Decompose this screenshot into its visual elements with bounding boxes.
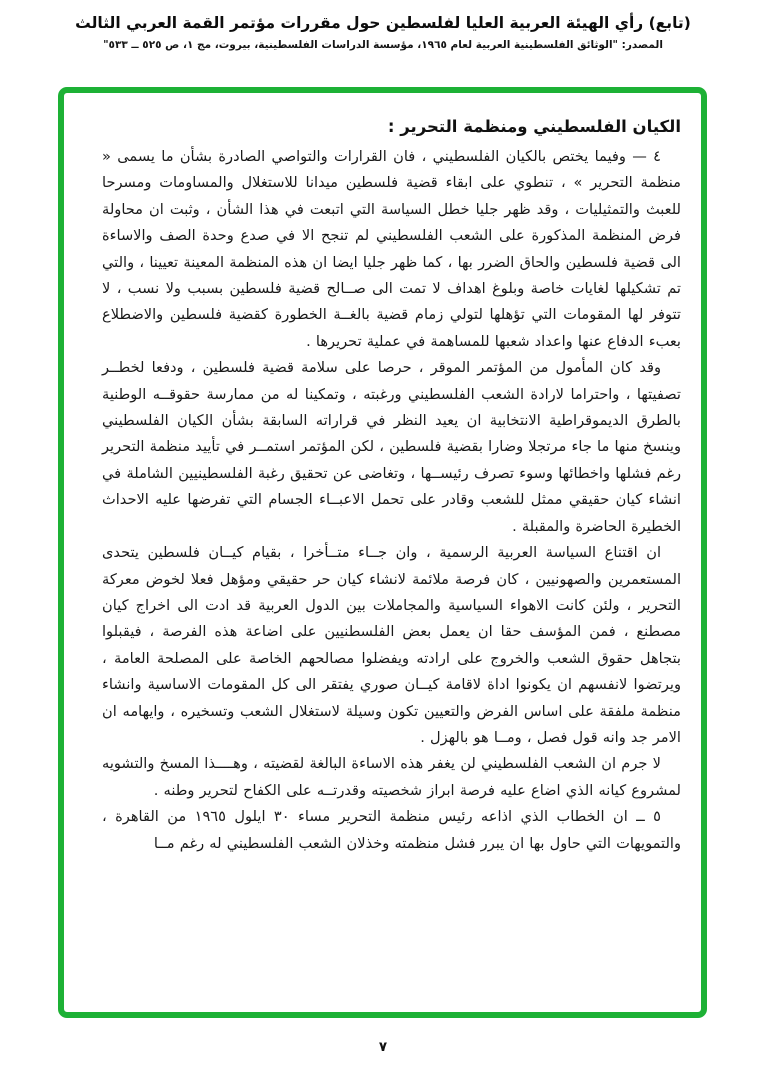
section-title: الكيان الفلسطيني ومنظمة التحرير : — [387, 117, 681, 136]
highlight-border-box — [58, 87, 707, 1018]
paragraph-people-will-not-forgive: لا جرم ان الشعب الفلسطيني لن يغفر هذه الاساءة البالغة لقضيته ، وهــــذا المسخ والتشويه لمشروع كيانه الذي اضاع عليه فرصة ابراز شخصيته وقدرتــه على الكفاح لتحرير وطنه . — [102, 755, 681, 799]
document-header — [0, 0, 766, 51]
paragraph-item-5: ٥ ــ ان الخطاب الذي اذاعه رئيس منظمة التحرير مساء ٣٠ ايلول ١٩٦٥ من القاهرة ، والتمويهات التي حاول بها ان يبرر فشل منظمته وخذلان الشعب الفلسطيني له رغم مــا — [102, 808, 681, 852]
header-source-line: المصدر: "الوثائق الفلسطينية العربية لعام ١٩٦٥، مؤسسة الدراسات الفلسطينية، بيروت، مج ١، ص ٥٢٥ ــ ٥٣٣" — [103, 39, 663, 51]
paragraph-item-4: ٤ — وفيما يختص بالكيان الفلسطيني ، فان القرارات والتواصي الصادرة بشأن ما يسمى « منظمة التحرير » ، تنطوي على ابقاء قضية فلسطين ميدانا للاستغلال والمساومات ومسرحا للعبث والتمثيليات ، وقد ظهر جليا خطل السياسة التي اتبعت في هذا الشأن ، وثبت ان محاولة فرض المنظمة المذكورة على الشعب الفلسطيني لم تنجح الا في صدع وحدة الصف والاساءة الى قضية فلسطين والحاق الضرر بها ، كما ظهر جليا ايضا ان هذه المنظمة المعينة تعيينا ، والتي تم تشكيلها لغايات خاصة وبلوغ اهداف لا تمت الى صــالح قضية فلسطين بسبب ولا نسب ، لا تتوفر لها المقومات التي تؤهلها لتولي زمام قضية بالغــة الخطورة كقضية فلسطين والاضطلاع بعبء الدفاع عنها واعداد شعبها للمساهمة في عملية تحريرها . — [102, 148, 681, 350]
paragraph-official-arab-policy: ان اقتناع السياسة العربية الرسمية ، وان جــاء متــأخرا ، بقيام كيــان فلسطين يتحدى المستعمرين والصهونيين ، كان فرصة ملائمة لانشاء كيان حر حقيقي ومؤهل فعلا لخوض معركة التحرير ، ولئن كانت الاهواء السياسية والمجاملات بين الدول العربية قد ادت الى اخراج كيان مصطنع ، فمن المؤسف حقا ان يعمل بعض الفلسطنيين على اضاعة هذه الفرصة ، فيقبلوا بتجاهل حقوق الشعب والخروج على ارادته ويفضلوا مصالحهم الخاصة على المصلحة العامة ، ويرتضوا لانفسهم ان يكونوا اداة لاقامة كيــان صوري يفتقر الى كل المقومات الاساسية وانشاء منظمة ملفقة على اساس الفرض والتعيين تكون وسيلة لاستغلال الشعب وتسخيره ، وايهامه ان الامر جد وانه قول فصل ، ومــا هو بالهزل . — [102, 544, 681, 746]
page-number: ٧ — [378, 1039, 388, 1055]
document-footer — [0, 1036, 766, 1055]
header-title: (تابع) رأي الهيئة العربية العليا لفلسطين حول مقررات مؤتمر القمة العربي الثالث — [75, 14, 691, 32]
paragraph-hopes-of-conference: وقد كان المأمول من المؤتمر الموقر ، حرصا على سلامة قضية فلسطين ، ودفعا لخطــر تصفيتها ، واحتراما لارادة الشعب الفلسطيني ورغبته ، وتمكينا له من ممارسة حقوقــه الوطنية بالطرق الديموقراطية الانتخابية ان يعيد النظر في قراراته السابقة بشأن الكيان الفلسطيني وينسخ منها ما جاء مرتجلا وضارا بقضية فلسطين ، لكن المؤتمر استمــر في تأييد منظمة التحرير رغم فشلها واخطائها وسوء تصرف رئيســها ، وتغاضى عن تحقيق رغبة الفلسطينيين الشاملة في انشاء كيان حقيقي ممثل للشعب وقادر على تحمل الاعبــاء الجسام التي تفرضها عليه الاحداث الخطيرة الحاضرة والمقبلة . — [102, 359, 681, 535]
